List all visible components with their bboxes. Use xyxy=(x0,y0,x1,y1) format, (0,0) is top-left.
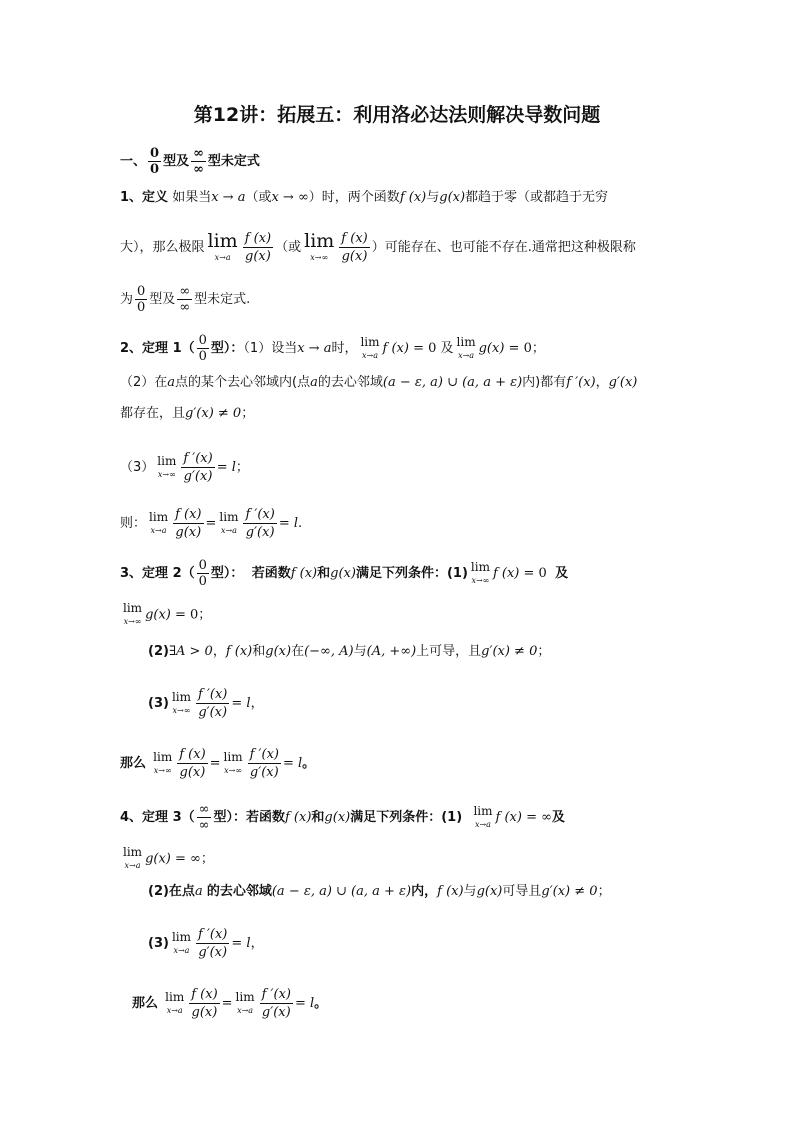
limit-operator: lim x→a xyxy=(207,230,238,262)
limit-operator: lim x→∞ xyxy=(304,230,335,262)
theorem-3-conclusion: 那么 lim x→a $\frac{f (x)}{g(x)}$ = lim x→a $\frac{f '(x)}{g'(x)}$ = l。 xyxy=(132,987,328,1020)
limit-operator: lim x→a xyxy=(165,989,185,1015)
limit-operator: lim x→∞ xyxy=(470,559,490,585)
fraction-inf-over-inf: $\frac{\infty}{\infty}$ xyxy=(179,284,191,315)
limit-operator: lim x→∞ xyxy=(171,689,191,715)
fraction-zero-over-zero: $\frac{0}{0}$ xyxy=(137,284,146,315)
fraction-fprime-over-gprime: $\frac{f '(x)}{g'(x)}$ xyxy=(249,747,279,780)
limit-operator: lim x→∞ xyxy=(223,749,243,775)
theorem-3-line-1: 4、定理 3（ $\frac{\infty}{\infty}$ 型）：若函数f (x)和g(x)满足下列条件：(1) lim x→a f (x) = ∞及 xyxy=(120,802,565,833)
fraction-f-over-g: $\frac{f (x)}{g(x)}$ xyxy=(175,507,202,540)
theorem-1-conclusion: 则： lim x→a $\frac{f (x)}{g(x)}$ = lim x→a $\frac{f '(x)}{g'(x)}$ = l. xyxy=(120,507,303,540)
section-heading: 一、 $\frac{0}{0}$ 型及 $\frac{\infty}{\infty}$ 型未定式 xyxy=(120,146,260,177)
page-title: 第12讲：拓展五：利用洛必达法则解决导数问题 xyxy=(193,104,601,126)
theorem-1-line-1: 2、定理 1（ $\frac{0}{0}$ 型）：（1）设当x → a时， lim x→a f (x) = 0 及 lim x→a g(x) = 0； xyxy=(120,333,545,364)
limit-operator: lim x→a xyxy=(456,334,476,360)
limit-operator: lim x→a xyxy=(473,803,493,829)
fraction-fprime-over-gprime: $\frac{f '(x)}{g'(x)}$ xyxy=(261,987,291,1020)
fraction-fprime-over-gprime: $\frac{f '(x)}{g'(x)}$ xyxy=(245,507,275,540)
theorem-3-label: 4、定理 3（ xyxy=(120,810,195,825)
limit-operator: lim x→a xyxy=(360,334,380,360)
theorem-1-condition-2-cont: 都存在，且g′(x) ≠ 0； xyxy=(120,406,255,421)
fraction-zero-over-zero: $\frac{0}{0}$ xyxy=(198,558,207,589)
theorem-1-label: 2、定理 1（ xyxy=(120,341,195,356)
theorem-1-condition-3: （3） lim x→∞ $\frac{f '(x)}{g'(x)}$ = l； xyxy=(120,451,249,484)
limit-operator: lim x→a xyxy=(149,509,169,535)
limit-operator: lim x→∞ xyxy=(157,453,177,479)
fraction-inf-over-inf: $\frac{\infty}{\infty}$ xyxy=(198,802,210,833)
limit-operator: lim x→a xyxy=(235,989,255,1015)
fraction-f-over-g: $\frac{f (x)}{g(x)}$ xyxy=(179,747,206,780)
fraction-fprime-over-gprime: $\frac{f '(x)}{g'(x)}$ xyxy=(183,451,213,484)
theorem-2-line-1: 3、定理 2（ $\frac{0}{0}$ 型）： 若函数f (x)和g(x)满足下列条件：(1) lim x→∞ f (x) = 0 及 xyxy=(120,558,569,589)
limit-operator: lim x→∞ xyxy=(123,601,143,626)
definition-line-2: 大），那么极限 lim x→a $\frac{f (x)}{g(x)}$ （或 lim x→∞ $\frac{f (x)}{g(x)}$ ）可能存在、也可能不存在.通常把这种极限称 xyxy=(120,230,636,264)
theorem-2-condition-2: (2)∃A > 0，f (x)和g(x)在(−∞, A)与(A, +∞)上可导，且g′(x) ≠ 0； xyxy=(148,644,551,659)
theorem-3-condition-2: (2)在点a 的去心邻域(a − ε, a) ∪ (a, a + ε)内，f (x)与g(x)可导且g′(x) ≠ 0； xyxy=(148,884,611,899)
fraction-zero-over-zero: $\frac{0}{0}$ xyxy=(198,333,207,364)
limit-operator: lim x→a xyxy=(219,509,239,535)
definition-line-3: 为 $\frac{0}{0}$ 型及 $\frac{\infty}{\infty}$ 型未定式. xyxy=(120,284,251,315)
limit-operator: lim x→∞ xyxy=(153,749,173,775)
definition-line-1: 1、定义 如果当x → a（或x → ∞）时，两个函数f (x)与g(x)都趋于零（或都趋于无穷 xyxy=(120,190,609,205)
theorem-3-line-2: lim x→a g(x) = ∞； xyxy=(123,845,214,870)
fraction-f-over-g: $\frac{f (x)}{g(x)}$ xyxy=(341,231,368,264)
theorem-3-condition-3: (3) lim x→a $\frac{f '(x)}{g'(x)}$ = l， xyxy=(148,927,264,960)
fraction-f-over-g: $\frac{f (x)}{g(x)}$ xyxy=(244,231,272,264)
theorem-2-conclusion: 那么 lim x→∞ $\frac{f (x)}{g(x)}$ = lim x→∞ $\frac{f '(x)}{g'(x)}$ = l。 xyxy=(120,747,316,780)
fraction-inf-over-inf: $\frac{\infty}{\infty}$ xyxy=(193,146,204,177)
limit-operator: lim x→a xyxy=(171,929,191,955)
fraction-fprime-over-gprime: $\frac{f '(x)}{g'(x)}$ xyxy=(198,687,228,720)
fraction-fprime-over-gprime: $\frac{f '(x)}{g'(x)}$ xyxy=(198,927,228,960)
theorem-2-line-2: lim x→∞ g(x) = 0； xyxy=(123,601,212,626)
definition-label: 1、定义 xyxy=(120,190,169,205)
section-number: 一、 xyxy=(120,154,147,169)
theorem-2-label: 3、定理 2（ xyxy=(120,566,195,581)
fraction-f-over-g: $\frac{f (x)}{g(x)}$ xyxy=(191,987,218,1020)
theorem-2-condition-3: (3) lim x→∞ $\frac{f '(x)}{g'(x)}$ = l， xyxy=(148,687,264,720)
limit-operator: lim x→a xyxy=(123,845,143,870)
fraction-zero-over-zero: $\frac{0}{0}$ xyxy=(150,146,160,177)
theorem-1-condition-2: （2）在a点的某个去心邻域内(点a的去心邻域(a − ε, a) ∪ (a, a + ε)内)都有f ′(x)，g′(x) xyxy=(120,375,638,390)
